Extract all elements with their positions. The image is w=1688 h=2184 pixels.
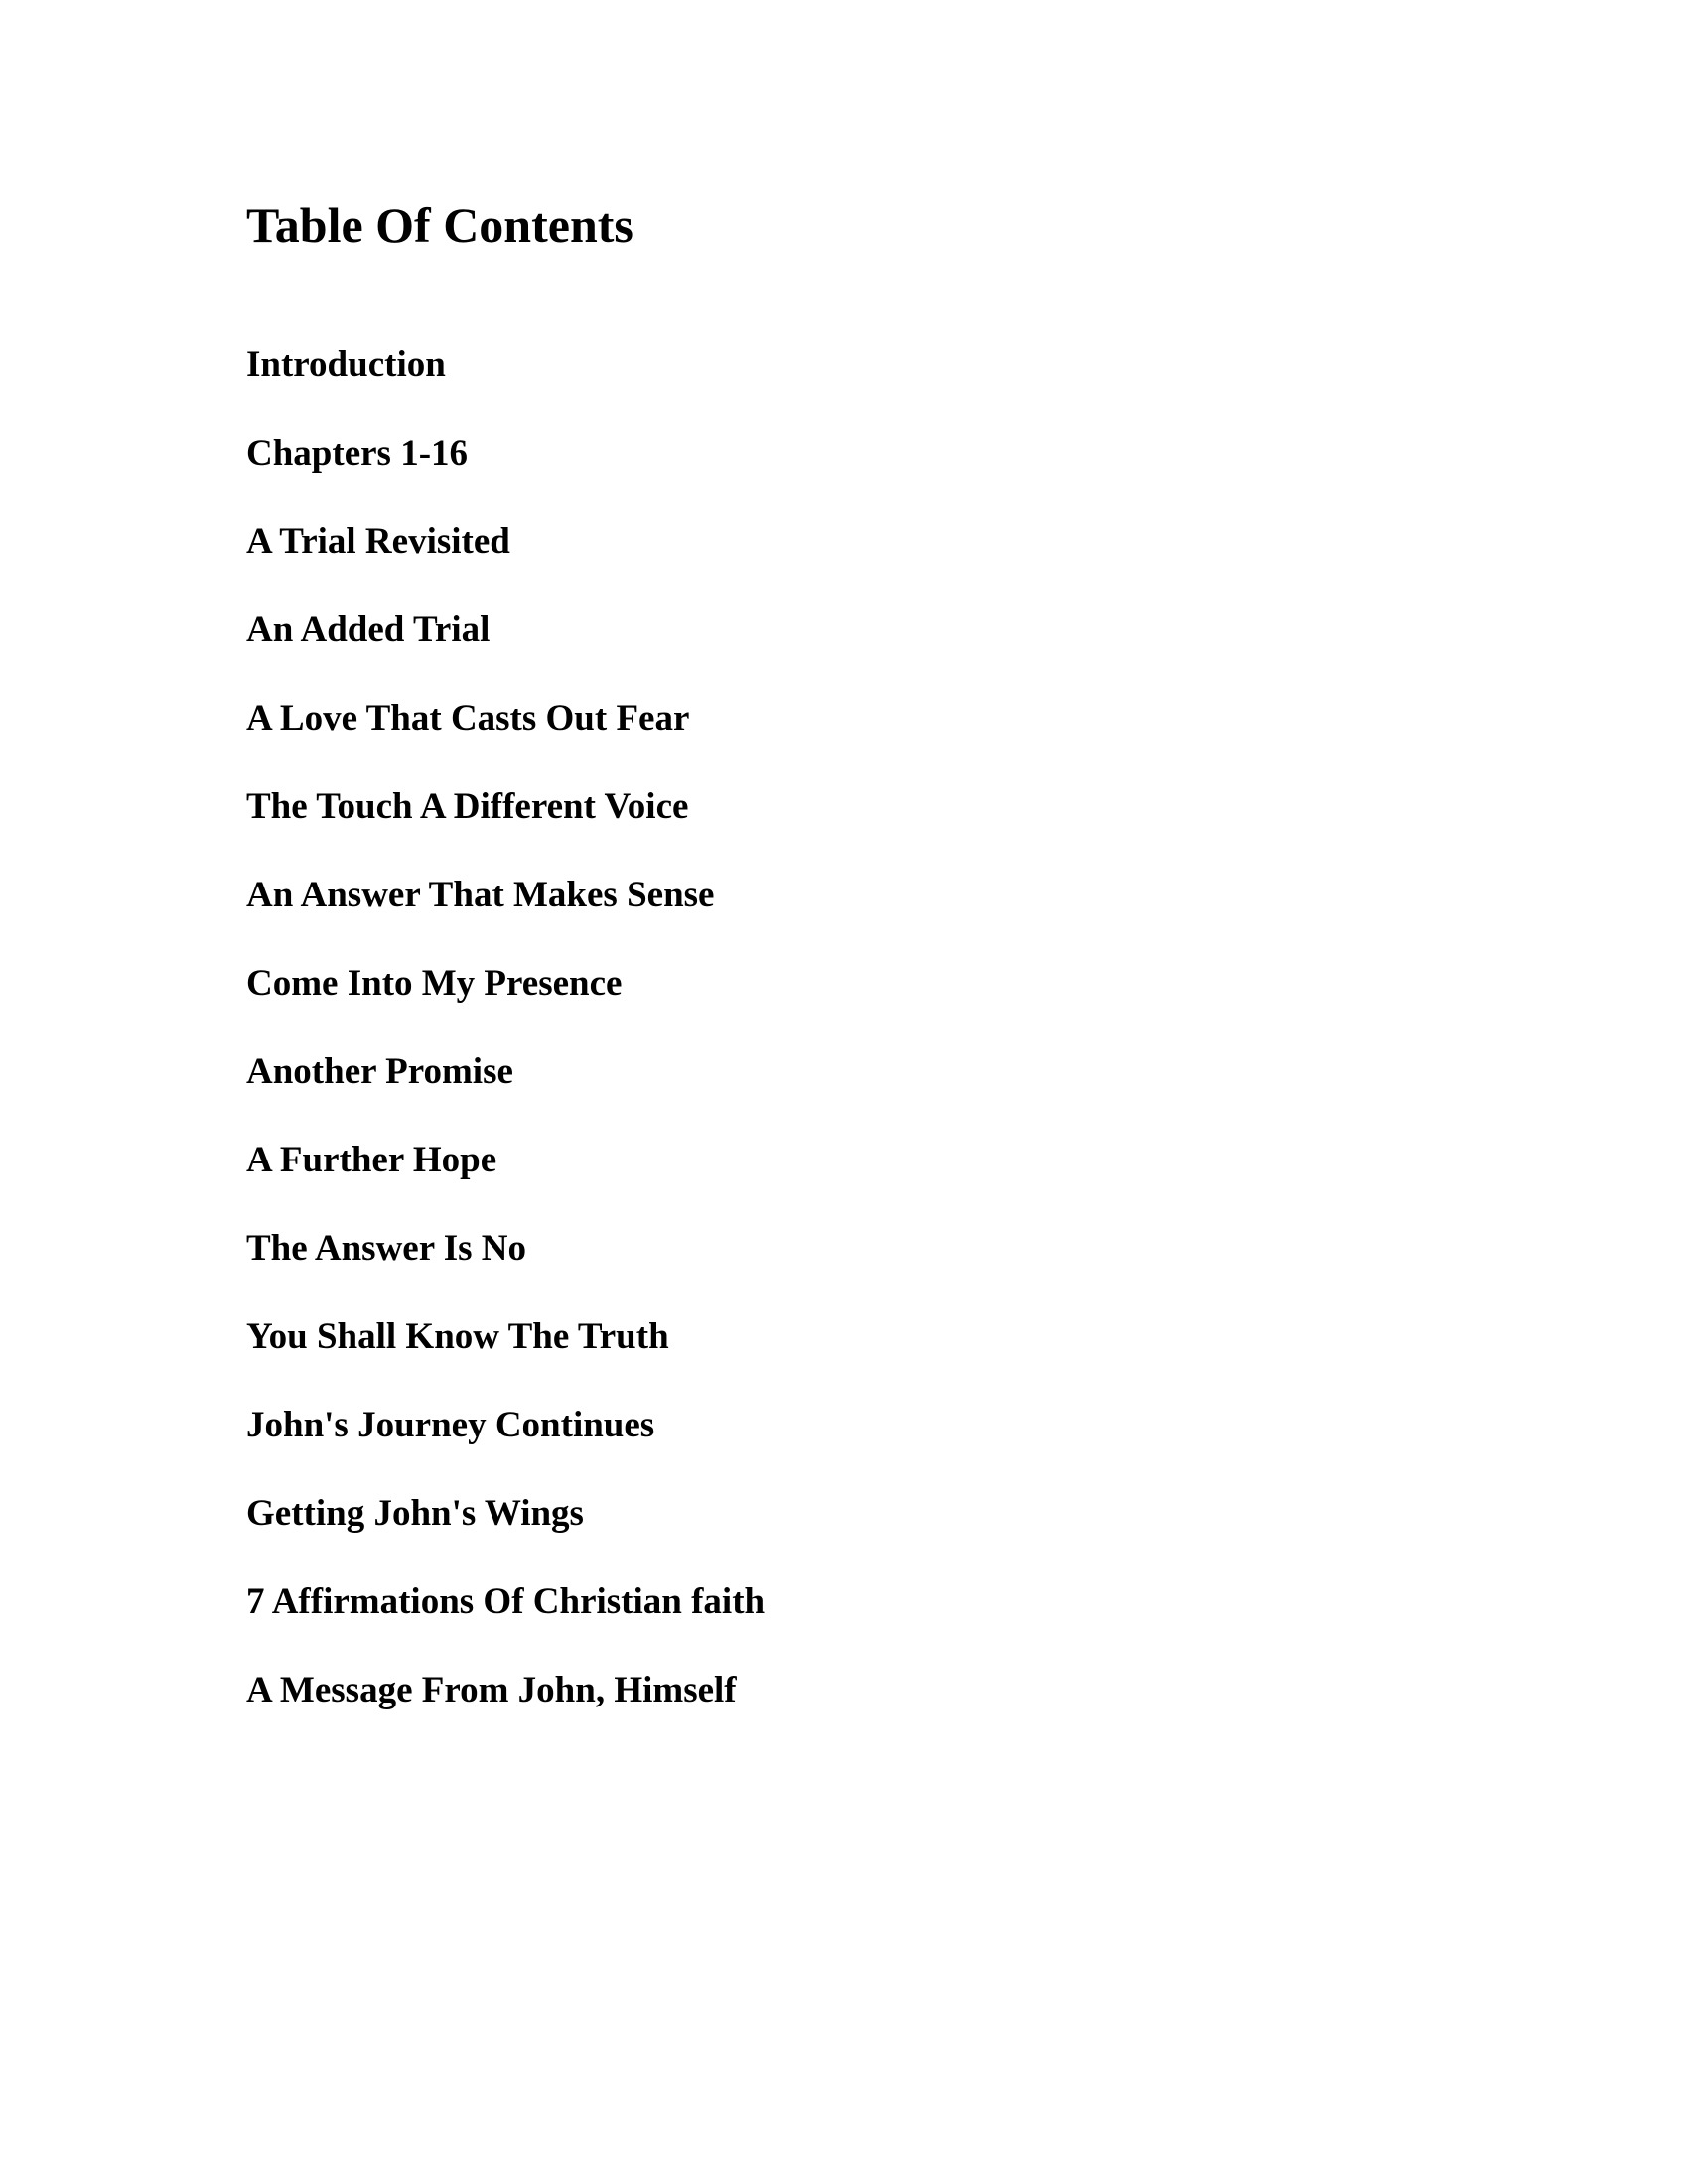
- page-title: Table Of Contents: [246, 198, 633, 253]
- toc-entry-answer-makes-sense: An Answer That Makes Sense: [246, 875, 715, 915]
- toc-entry-chapters: Chapters 1-16: [246, 433, 469, 474]
- toc-entry-introduction: Introduction: [246, 344, 446, 385]
- toc-entry-getting-wings: Getting John's Wings: [246, 1493, 584, 1534]
- toc-entry-another-promise: Another Promise: [246, 1051, 513, 1092]
- toc-entry-added-trial: An Added Trial: [246, 610, 491, 650]
- toc-list: [246, 343, 765, 1757]
- toc-entry-love-casts-out-fear: A Love That Casts Out Fear: [246, 698, 690, 739]
- toc-entry-further-hope: A Further Hope: [246, 1140, 497, 1180]
- toc-entry-trial-revisited: A Trial Revisited: [246, 521, 510, 562]
- toc-entry-know-the-truth: You Shall Know The Truth: [246, 1316, 669, 1357]
- toc-entry-message-from-john: A Message From John, Himself: [246, 1670, 737, 1710]
- toc-entry-come-into-presence: Come Into My Presence: [246, 963, 623, 1004]
- toc-entry-journey-continues: John's Journey Continues: [246, 1405, 655, 1445]
- toc-entry-touch-different-voice: The Touch A Different Voice: [246, 786, 689, 827]
- toc-entry-answer-is-no: The Answer Is No: [246, 1228, 526, 1269]
- toc-entry-seven-affirmations: 7 Affirmations Of Christian faith: [246, 1581, 766, 1622]
